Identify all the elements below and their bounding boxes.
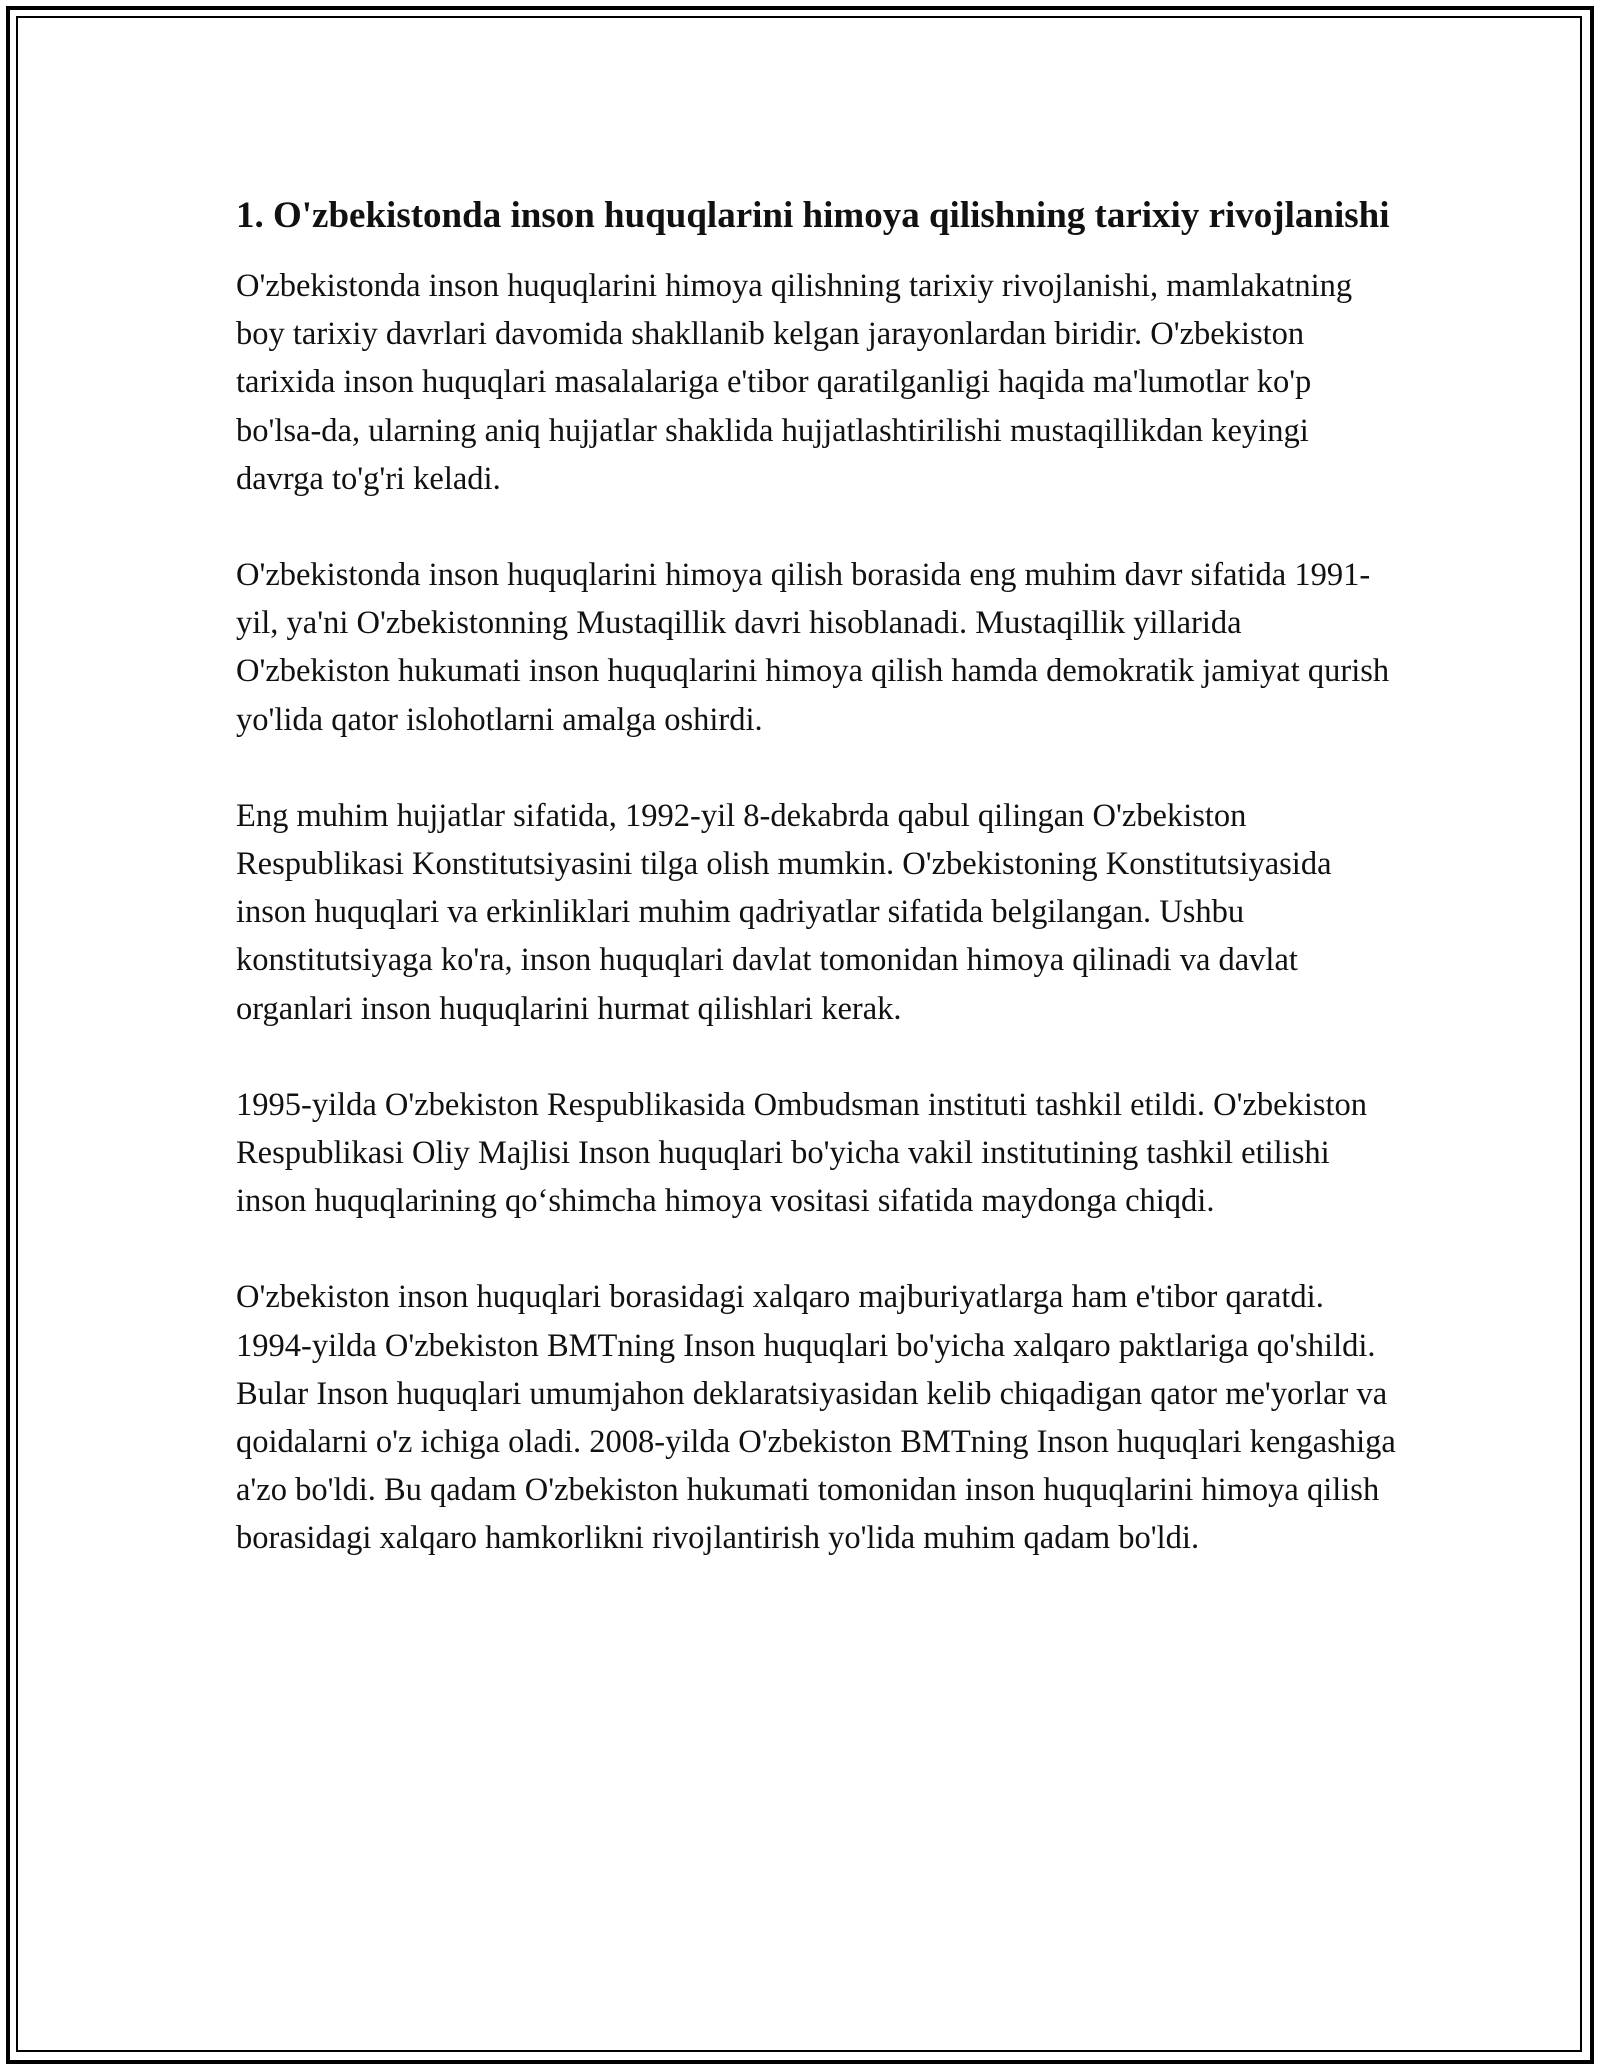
paragraph-5: O'zbekiston inson huquqlari borasidagi xalqaro majburiyatlarga ham e'tibor qaratdi. 1994-yilda O'zbekiston BMTning Inson huquqlari bo'yicha xalqaro paktlariga qo'shildi. Bular Inson huquqlari umumjahon deklaratsiyasidan kelib chiqadigan qator me'yorlar va qoidalarni o'z ichiga oladi. 2008-yilda O'zbekiston BMTning Inson huquqlari kengashiga a'zo bo'ldi. Bu qadam O'zbekiston hukumati tomonidan inson huquqlarini himoya qilish borasidagi xalqaro hamkorlikni rivojlantirish yo'lida muhim qadam bo'ldi. <box>236 1279 1396 1557</box>
paragraph-4: 1995-yilda O'zbekiston Respublikasida Ombudsman instituti tashkil etildi. O'zbekiston Respublikasi Oliy Majlisi Inson huquqlari bo'yicha vakil institutining tashkil etilishi inson huquqlarining qo‘shimcha himoya vositasi sifatida maydonga chiqdi. <box>236 1086 1368 1220</box>
document-body <box>236 188 1396 1611</box>
page-title: 1. O'zbekistonda inson huquqlarini himoya qilishning tarixiy rivojlanishi <box>236 195 1390 236</box>
paragraph-2: O'zbekistonda inson huquqlarini himoya qilish borasida eng muhim davr sifatida 1991-yil, ya'ni O'zbekistonning Mustaqillik davri hisoblanadi. Mustaqillik yillarida O'zbekiston hukumati inson huquqlarini himoya qilish hamda demokratik jamiyat qurish yo'lida qator islohotlarni amalga oshirdi. <box>236 557 1390 738</box>
paragraph-3: Eng muhim hujjatlar sifatida, 1992-yil 8-dekabrda qabul qilingan O'zbekiston Respublikasi Konstitutsiyasini tilga olish mumkin. O'zbekistoning Konstitutsiyasida inson huquqlari va erkinliklari muhim qadriyatlar sifatida belgilangan. Ushbu konstitutsiyaga ko'ra, inson huquqlari davlat tomonidan himoya qilinadi va davlat organlari inson huquqlarini hurmat qilishlari kerak. <box>236 797 1332 1027</box>
paragraph-1: O'zbekistonda inson huquqlarini himoya qilishning tarixiy rivojlanishi, mamlakatning boy tarixiy davrlari davomida shakllanib kelgan jarayonlardan biridir. O'zbekiston tarixida inson huquqlari masalalariga e'tibor qaratilganligi haqida ma'lumotlar ko'p bo'lsa-da, ularning aniq hujjatlar shaklida hujjatlashtirilishi mustaqillikdan keyingi davrga to'g'ri keladi. <box>236 268 1353 497</box>
